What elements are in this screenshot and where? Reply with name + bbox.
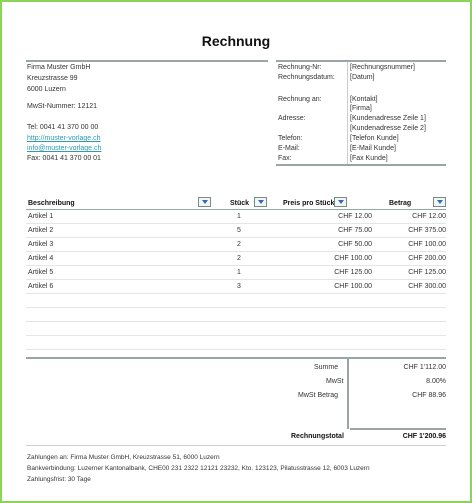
row-unit-price: CHF 100.00 (334, 255, 372, 262)
summary-divider (347, 359, 349, 429)
subtotal-value: CHF 1'112.00 (403, 364, 446, 371)
sender-email-link[interactable]: info@muster-vorlage.ch (27, 145, 102, 152)
table-row-empty (26, 308, 446, 322)
row-unit-price: CHF 75.00 (338, 227, 372, 234)
recipient-address-1: [Kundenadresse Zeile 1] (350, 115, 426, 122)
invoice-number-value: [Rechnungsnummer] (350, 64, 415, 71)
sender-phone: Tel: 0041 41 370 00 00 (27, 124, 99, 131)
filter-description-dropdown[interactable] (198, 197, 211, 207)
row-unit-price: CHF 100.00 (334, 283, 372, 290)
fax-label: Fax: (278, 155, 292, 162)
table-row (26, 280, 446, 294)
row-amount: CHF 125.00 (408, 269, 446, 276)
row-unit-price: CHF 125.00 (334, 269, 372, 276)
row-description: Artikel 3 (28, 241, 54, 248)
row-quantity: 2 (237, 241, 241, 248)
table-row-empty (26, 322, 446, 336)
recipient-email: [E-Mail Kunde] (350, 145, 396, 152)
row-unit-price: CHF 12.00 (338, 213, 372, 220)
footer-rule (26, 445, 446, 446)
vat-amount-value: CHF 88.96 (412, 392, 446, 399)
row-amount: CHF 12.00 (412, 213, 446, 220)
footer-bank-details: Bankverbindung: Luzerner Kantonalbank, CHE00 231 2322 12121 23232, Kto. 123123, Pilatusstrasse 12, 6003 Luzern (27, 465, 370, 472)
invoice-total-value: CHF 1'200.96 (402, 433, 446, 440)
meta-divider (347, 62, 348, 166)
table-bottom-rule (26, 357, 446, 359)
recipient-contact: [Kontakt] (350, 96, 378, 103)
invoice-date-label: Rechnungsdatum: (278, 74, 335, 81)
header-rule-right (276, 60, 446, 62)
filter-quantity-dropdown[interactable] (254, 197, 267, 207)
vat-amount-label: MwSt Betrag (298, 392, 339, 399)
row-unit-price: CHF 50.00 (338, 241, 372, 248)
row-amount: CHF 200.00 (408, 255, 446, 262)
recipient-fax: [Fax Kunde] (350, 155, 388, 162)
table-row (26, 238, 446, 252)
subtotal-label: Summe (314, 364, 339, 371)
row-description: Artikel 1 (28, 213, 54, 220)
invoice-number-label: Rechnung-Nr: (278, 64, 322, 71)
phone-label: Telefon: (278, 135, 303, 142)
sender-company: Firma Muster GmbH (27, 64, 91, 71)
vat-rate-label: MwSt (326, 378, 344, 385)
table-row-empty (26, 336, 446, 350)
recipient-address-2: [Kundenadresse Zeile 2] (350, 125, 426, 132)
total-rule (350, 428, 446, 430)
header-rule-left (26, 60, 268, 62)
sender-web-link[interactable]: http://muster-vorlage.ch (27, 135, 101, 142)
filter-unit-price-dropdown[interactable] (334, 197, 347, 207)
table-row (26, 210, 446, 224)
sender-fax: Fax: 0041 41 370 00 01 (27, 155, 101, 162)
row-description: Artikel 6 (28, 283, 54, 290)
email-label: E-Mail: (278, 145, 300, 152)
header-bottom-rule (276, 164, 446, 166)
recipient-firm: [Firma] (350, 105, 372, 112)
row-quantity: 2 (237, 255, 241, 262)
vat-rate-value: 8.00% (426, 378, 446, 385)
row-quantity: 1 (237, 269, 241, 276)
footer-payment-terms: Zahlungsfrist: 30 Tage (27, 476, 91, 483)
sender-city: 6000 Luzern (27, 86, 66, 93)
col-header-amount: Betrag (389, 200, 412, 207)
invoice-total-label: Rechnungstotal (291, 433, 344, 440)
row-amount: CHF 375.00 (408, 227, 446, 234)
row-description: Artikel 2 (28, 227, 54, 234)
col-header-quantity: Stück (230, 200, 250, 207)
table-row (26, 224, 446, 238)
row-quantity: 3 (237, 283, 241, 290)
filter-amount-dropdown[interactable] (433, 197, 446, 207)
invoice-date-value: [Datum] (350, 74, 375, 81)
row-amount: CHF 300.00 (408, 283, 446, 290)
row-description: Artikel 5 (28, 269, 54, 276)
recipient-label: Rechnung an: (278, 96, 322, 103)
col-header-description: Beschreibung (28, 200, 75, 207)
recipient-phone: [Telefon Kunde] (350, 135, 399, 142)
table-row (26, 252, 446, 266)
row-amount: CHF 100.00 (408, 241, 446, 248)
page-title: Rechnung (201, 33, 271, 49)
table-row-empty (26, 294, 446, 308)
row-quantity: 5 (237, 227, 241, 234)
sender-street: Kreuzstrasse 99 (27, 75, 78, 82)
table-row (26, 266, 446, 280)
row-description: Artikel 4 (28, 255, 54, 262)
row-quantity: 1 (237, 213, 241, 220)
col-header-unit-price: Preis pro Stück (283, 200, 335, 207)
address-label: Adresse: (278, 115, 306, 122)
footer-payment-to: Zahlungen an: Firma Muster GmbH, Kreuzstrasse 51, 6000 Luzern (27, 454, 220, 461)
sender-vat: MwSt-Nummer: 12121 (27, 103, 98, 110)
